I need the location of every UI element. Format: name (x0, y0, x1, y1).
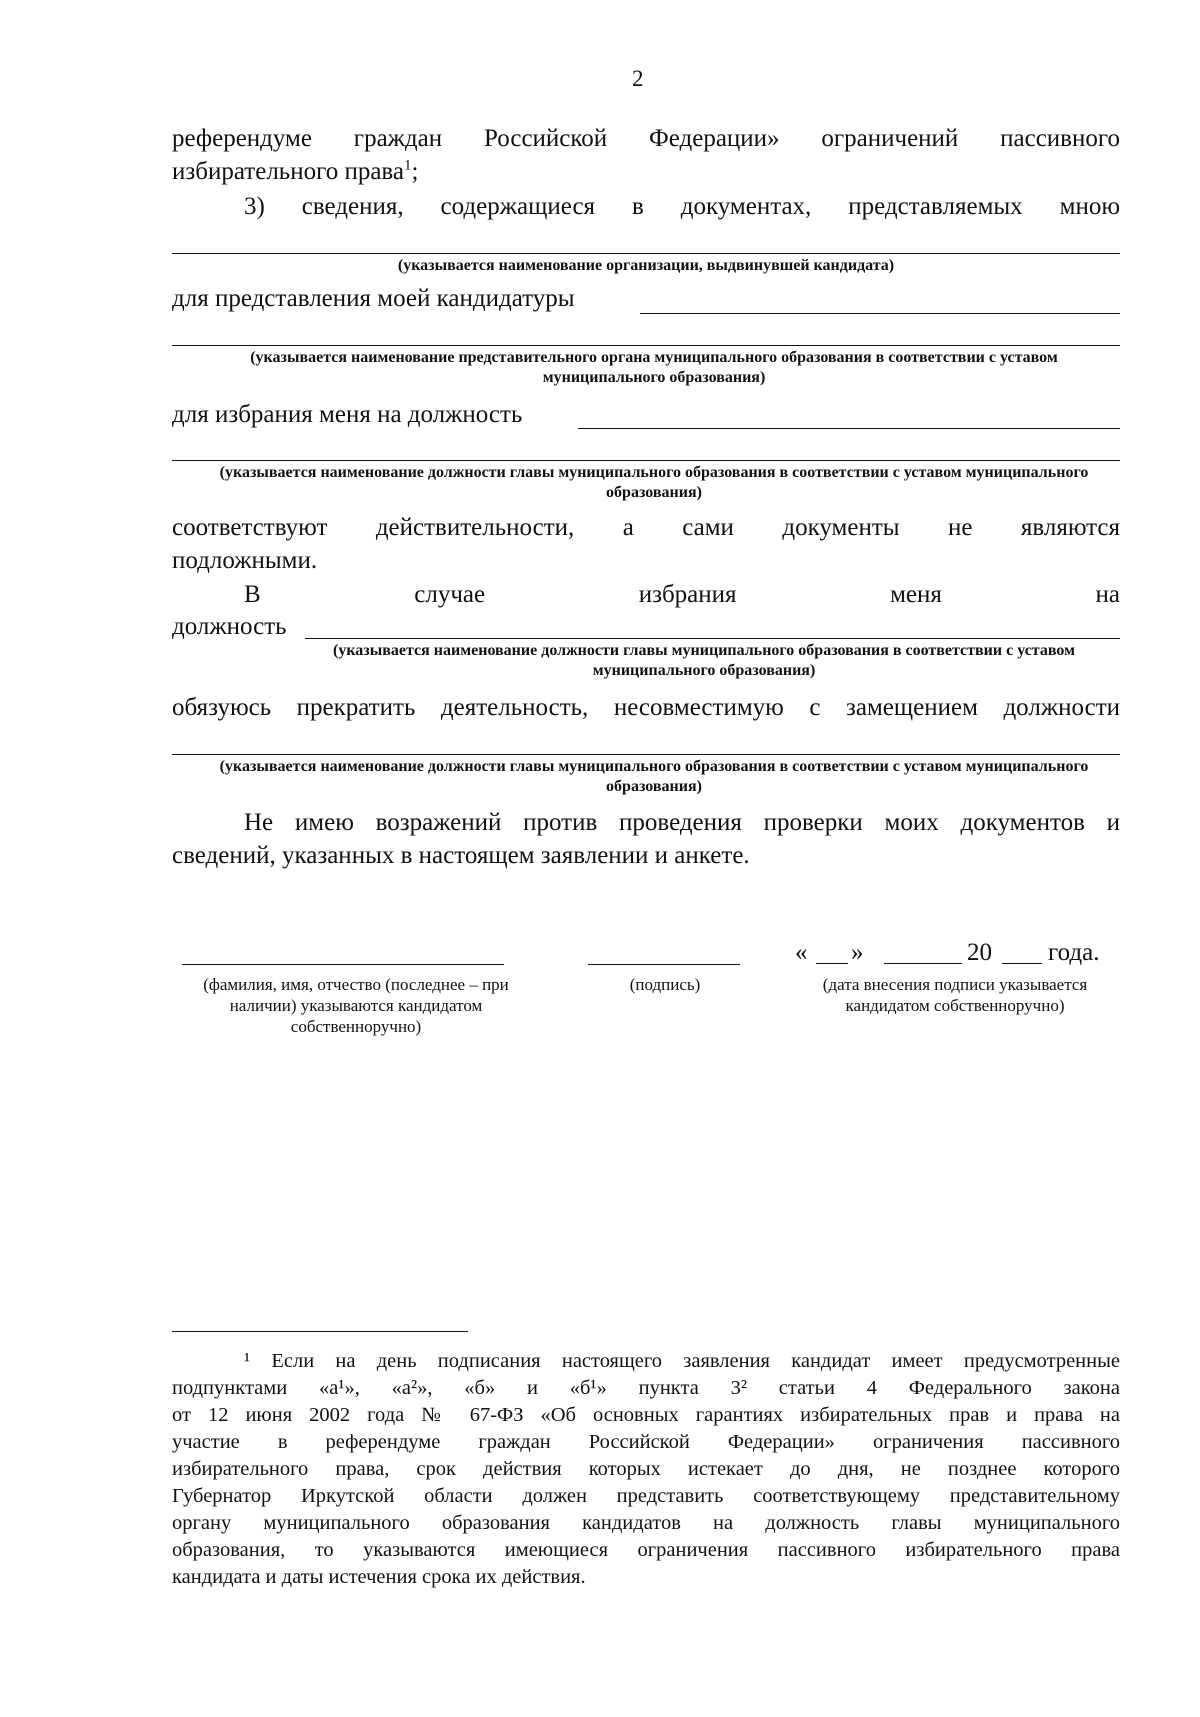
blank-election-line[interactable] (578, 428, 1120, 429)
intro-line-2-text: избирательного права (172, 158, 405, 185)
blank-representation-line[interactable] (640, 313, 1120, 314)
conformity-end: подложными. (172, 547, 318, 574)
footnote (172, 1348, 1120, 1591)
intro-line-2 (172, 155, 418, 188)
footnote-line-6: Губернатор Иркутской области должен представить соответствующему представительному (172, 1485, 1120, 1507)
year-prefix: 20 (967, 939, 992, 966)
footnote-line-3: от 12 июня 2002 года № 67-ФЗ «Об основных гарантиях избирательных прав и права на (172, 1404, 1120, 1426)
obligation-word-5: на (1095, 581, 1120, 608)
footnote-line-2: подпунктами «а¹», «а²», «б» и «б¹» пункта 3² статьи 4 Федерального закона (172, 1377, 1120, 1399)
year-suffix: года. (1048, 939, 1100, 966)
obligation-word-3: избрания (638, 581, 737, 608)
blank-obligation-position-line[interactable] (305, 638, 1120, 639)
footnote-line-8: образования, то указываются имеющиеся ограничения пассивного избирательного права (172, 1539, 1120, 1561)
obligation-word-2: случае (414, 581, 486, 608)
caption-body: (указывается наименование представительного органа муниципального образования в соответствии с уставом муниципального образования) (250, 349, 1058, 386)
obligation-word-4: меня (890, 581, 942, 608)
blank-body-line[interactable] (172, 345, 1120, 346)
footnote-ref: 1 (404, 157, 412, 174)
footnote-line-9: кандидата и даты истечения срока их действия. (172, 1566, 586, 1588)
date-close-quote: » (851, 939, 864, 966)
position-label: должность (172, 613, 287, 640)
blank-position-line[interactable] (172, 460, 1120, 461)
footnote-line-1: ¹ Если на день подписания настоящего заявления кандидат имеет предусмотренные (244, 1350, 1120, 1372)
date-caption: (дата внесения подписи указывается кандидатом собственноручно) (822, 975, 1088, 1015)
signature-line[interactable] (588, 964, 740, 965)
blank-cease-position-line[interactable] (172, 754, 1120, 755)
caption-org: (указывается наименование организации, выдвинувшей кандидата) (397, 257, 895, 274)
date-day-blank[interactable] (816, 963, 848, 964)
cease-line: обязуюсь прекратить деятельность, несовместимую с замещением должности (172, 694, 1120, 721)
intro-line-2-end: ; (411, 158, 419, 185)
date-year-blank[interactable] (1002, 963, 1042, 964)
name-signature-line[interactable] (182, 964, 504, 965)
election-label: для избрания меня на должность (172, 401, 523, 428)
date-field (795, 936, 1125, 969)
intro-line-1: референдуме граждан Российской Федерации» ограничений пассивного (172, 125, 1120, 152)
name-caption: (фамилия, имя, отчество (последнее – при наличии) указываются кандидатом собственноручно) (203, 975, 509, 1036)
consent-line-2: сведений, указанных в настоящем заявлении и анкете. (172, 842, 750, 869)
obligation-line (244, 578, 1120, 611)
obligation-word-1: В (244, 581, 261, 608)
page-number: 2 (632, 66, 644, 91)
caption-position: (указывается наименование должности главы муниципального образования в соответствии с уставом муниципального образования) (219, 464, 1089, 501)
footnote-line-5: избирательного права, срок действия которых истекает до дня, не позднее которого (172, 1458, 1120, 1480)
caption-obligation-position: (указывается наименование должности главы муниципального образования в соответствии с уставом муниципального образования) (333, 642, 1075, 679)
footnote-line-7: органу муниципального образования кандидатов на должность главы муниципального (172, 1512, 1120, 1534)
footnote-separator (172, 1331, 468, 1332)
footnote-line-4: участие в референдуме граждан Российской Федерации» ограничения пассивного (172, 1431, 1120, 1453)
caption-cease-position: (указывается наименование должности главы муниципального образования в соответствии с уставом муниципального образования) (219, 758, 1089, 795)
date-open-quote: « (795, 939, 808, 966)
conformity-line: соответствуют действительности, а сами документы не являются (172, 514, 1120, 541)
date-month-blank[interactable] (884, 963, 962, 964)
consent-line-1: Не имею возражений против проведения проверки моих документов и (244, 809, 1120, 836)
representation-label: для представления моей кандидатуры (172, 285, 575, 312)
sign-caption: (подпись) (629, 975, 701, 994)
blank-org-line[interactable] (172, 253, 1120, 254)
item-3-line: 3) сведения, содержащиеся в документах, представляемых мною (244, 193, 1120, 220)
